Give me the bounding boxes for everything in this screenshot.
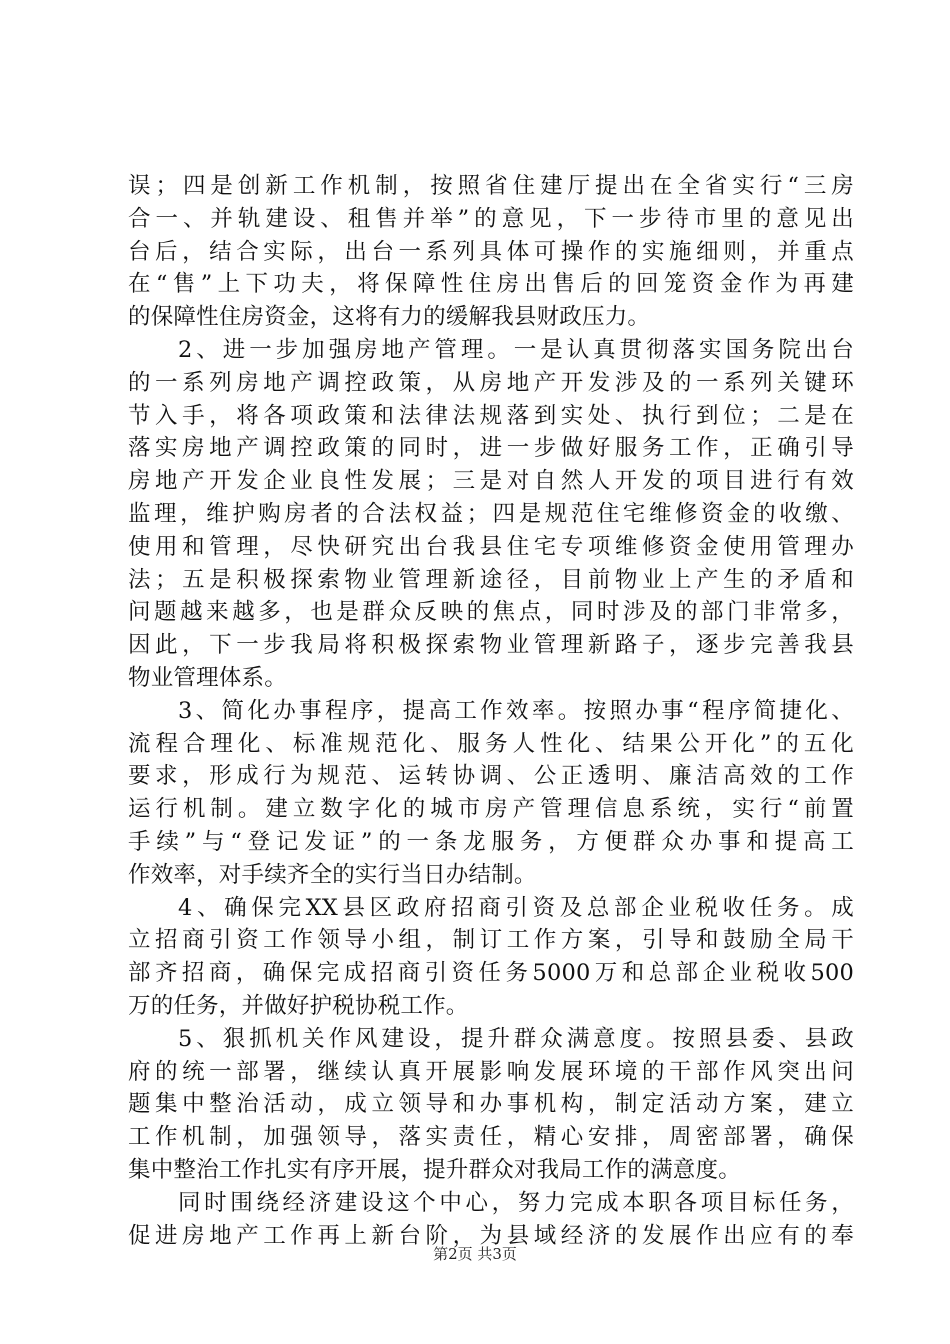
text-line: 府的统一部署，继续认真开展影响发展环境的干部作风突出问 (128, 1058, 854, 1085)
text-line: 误；四是创新工作机制，按照省住建厅提出在全省实行“三房 (128, 173, 854, 199)
text-line: 监理，维护购房者的合法权益；四是规范住宅维修资金的收缴、 (128, 500, 854, 527)
text-line: 运行机制。建立数字化的城市房产管理信息系统，实行“前置 (128, 796, 854, 823)
page-footer: 第2页 共3页 (433, 1245, 517, 1263)
text-line: 台后，结合实际，出台一系列具体可操作的实施细则，并重点 (128, 238, 854, 265)
text-line: 同时围绕经济建设这个中心，努力完成本职各项目标任务， (178, 1189, 854, 1216)
paragraph (128, 1023, 854, 1187)
text-line: 在“售”上下功夫，将保障性住房出售后的回笼资金作为再建 (128, 271, 854, 298)
text-line: 3、简化办事程序，提高工作效率。按照办事“程序简捷化、 (178, 697, 854, 724)
text-line: 问题越来越多，也是群众反映的焦点，同时涉及的部门非常多， (128, 599, 854, 626)
text-line: 使用和管理，尽快研究出台我县住宅专项维修资金使用管理办 (128, 533, 854, 560)
text-line: 2、进一步加强房地产管理。一是认真贯彻落实国务院出台 (178, 336, 854, 363)
document-body (128, 170, 854, 1252)
paragraph (128, 334, 854, 695)
text-line: 促进房地产工作再上新台阶，为县域经济的发展作出应有的奉 (128, 1222, 854, 1249)
text-line: 法；五是积极探索物业管理新途径，目前物业上产生的矛盾和 (128, 566, 854, 593)
text-line: 的一系列房地产调控政策，从房地产开发涉及的一系列关键环 (128, 369, 854, 396)
text-line: 题集中整治活动，成立领导和办事机构，制定活动方案，建立 (128, 1091, 854, 1118)
paragraph (128, 695, 854, 892)
text-line: 部齐招商，确保完成招商引资任务5000万和总部企业税收500 (128, 960, 854, 987)
text-line: 流程合理化、标准规范化、服务人性化、结果公开化”的五化 (128, 730, 854, 757)
text-line: 万的任务，并做好护税协税工作。 (128, 992, 469, 1019)
text-line: 作效率，对手续齐全的实行当日办结制。 (128, 861, 537, 888)
text-line: 因此，下一步我局将积极探索物业管理新路子，逐步完善我县 (128, 632, 854, 659)
text-line: 节入手，将各项政策和法律法规落到实处、执行到位；二是在 (128, 402, 854, 429)
text-line: 5、狠抓机关作风建设，提升群众满意度。按照县委、县政 (178, 1025, 854, 1052)
text-line: 房地产开发企业良性发展；三是对自然人开发的项目进行有效 (128, 468, 854, 495)
text-line: 集中整治工作扎实有序开展，提升群众对我局工作的满意度。 (128, 1156, 741, 1183)
paragraph (128, 892, 854, 1023)
text-line: 立招商引资工作领导小组，制订工作方案，引导和鼓励全局干 (128, 927, 854, 954)
text-line: 要求，形成行为规范、运转协调、公正透明、廉洁高效的工作 (128, 763, 854, 790)
text-line: 合一、并轨建设、租售并举”的意见，下一步待市里的意见出 (128, 205, 854, 232)
text-line: 落实房地产调控政策的同时，进一步做好服务工作，正确引导 (128, 435, 854, 462)
paragraph (128, 1187, 854, 1253)
paragraph (128, 170, 854, 334)
text-line: 工作机制，加强领导，落实责任，精心安排，周密部署，确保 (128, 1124, 854, 1151)
text-line: 物业管理体系。 (128, 664, 287, 691)
text-line: 的保障性住房资金，这将有力的缓解我县财政压力。 (128, 304, 651, 331)
text-line: 手续”与“登记发证”的一条龙服务，方便群众办事和提高工 (128, 828, 854, 855)
text-line: 4、确保完XX县区政府招商引资及总部企业税收任务。成 (178, 894, 854, 921)
